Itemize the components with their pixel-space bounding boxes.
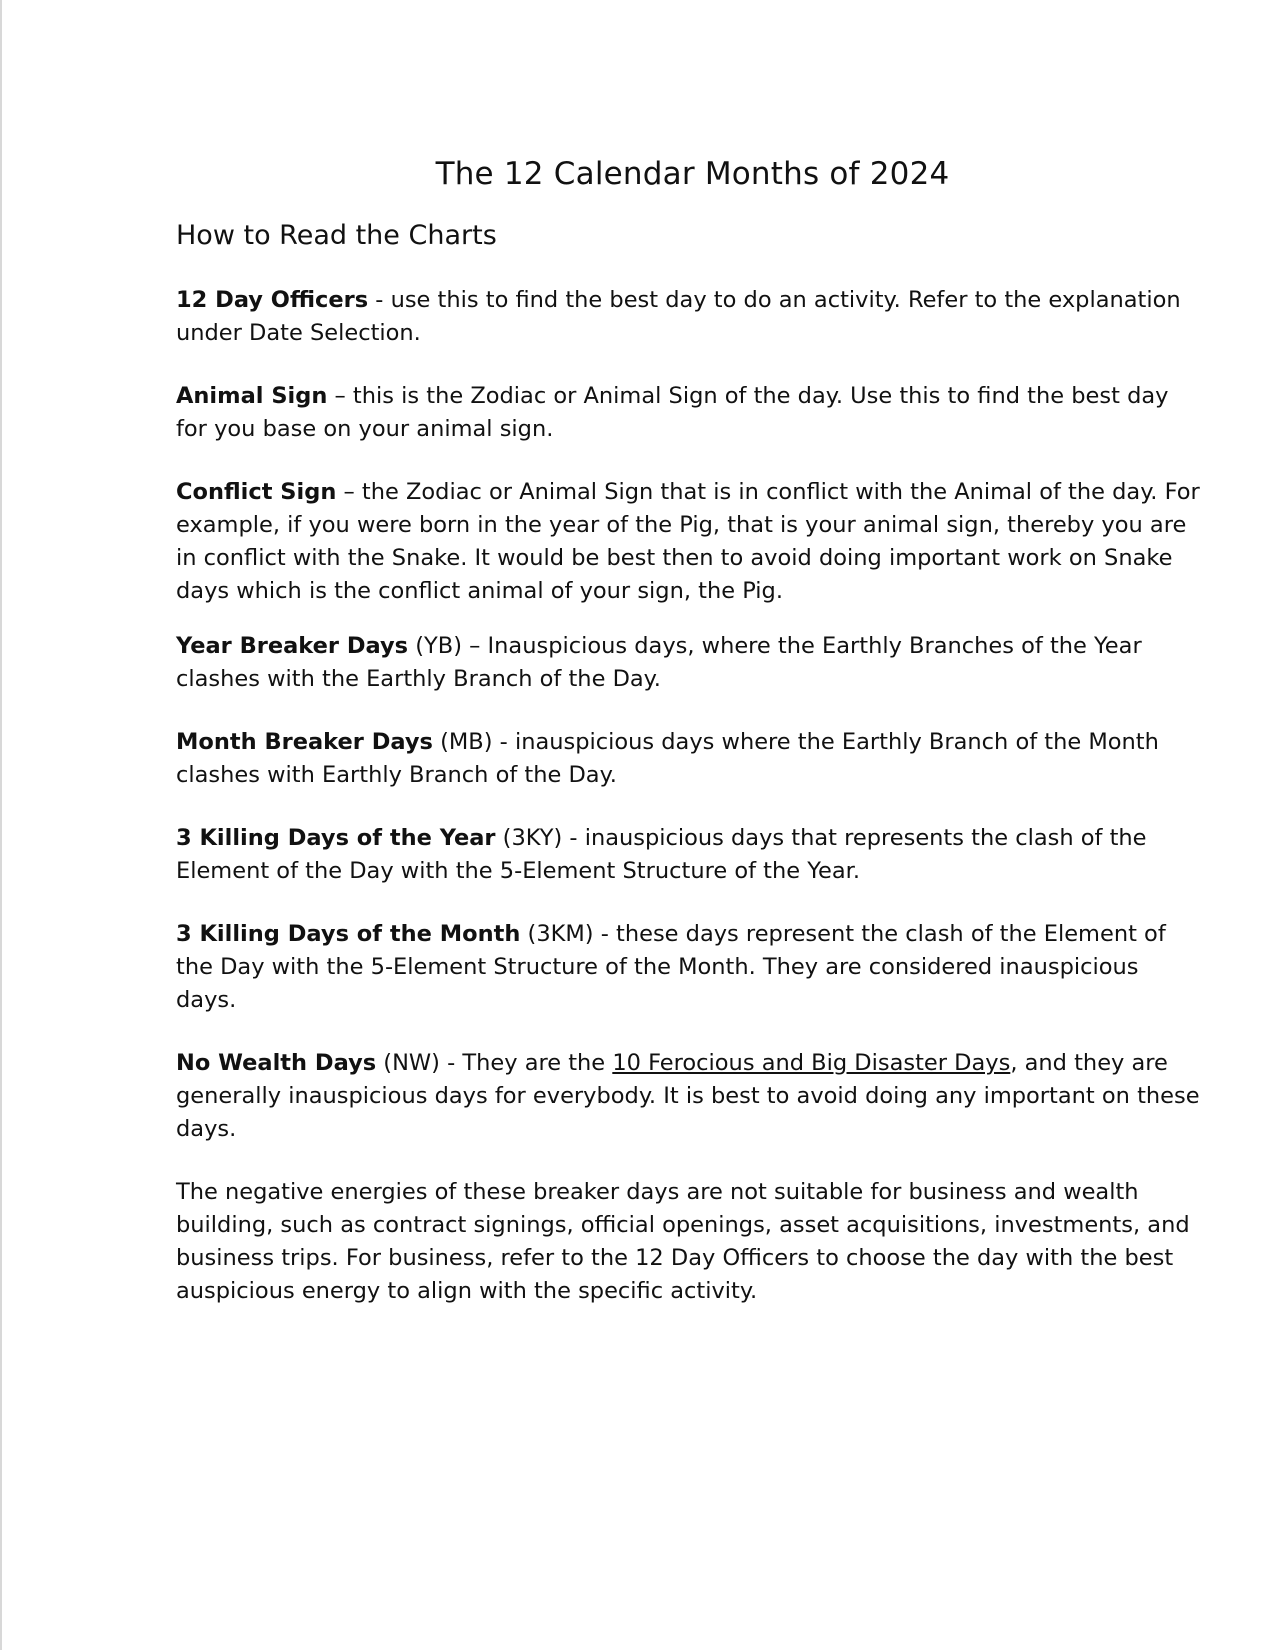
definition-text: this is the Zodiac or Animal Sign of the day. Use this to find the best day for you base on your animal sign. bbox=[176, 383, 1169, 442]
definition-text: inauspicious days that represents the clash of the Element of the Day with the 5-Element Structure of the Year. bbox=[176, 825, 1147, 884]
definition-abbreviation: (3KY) bbox=[495, 825, 563, 851]
definition-animal-sign bbox=[176, 380, 1201, 446]
definition-abbreviation: (NW) bbox=[376, 1050, 440, 1076]
definition-conflict-sign bbox=[176, 476, 1201, 608]
page-title: The 12 Calendar Months of 2024 bbox=[435, 156, 950, 192]
definition-year-breaker bbox=[176, 630, 1201, 696]
definition-no-wealth bbox=[176, 1047, 1201, 1146]
definition-term: Animal Sign bbox=[176, 383, 328, 409]
document-page bbox=[176, 156, 1201, 1338]
definition-text: Inauspicious days, where the Earthly Branches of the Year clashes with the Earthly Branch of the Day. bbox=[176, 633, 1142, 692]
definition-abbreviation: (3KM) bbox=[520, 921, 594, 947]
definition-separator: – bbox=[336, 479, 362, 505]
definition-text: use this to find the best day to do an activity. Refer to the explanation under Date Selection. bbox=[176, 287, 1181, 346]
definition-term: Year Breaker Days bbox=[176, 633, 409, 659]
definition-text: the Zodiac or Animal Sign that is in conflict with the Animal of the day. For example, if you were born in the year of the Pig, that is your animal sign, thereby you are in conflict with the Snake. It would be best then to avoid doing important work on Snake days which is the conflict animal of your sign, the Pig. bbox=[176, 479, 1200, 604]
definition-text-before: They are the bbox=[462, 1050, 613, 1076]
definition-text: these days represent the clash of the Element of the Day with the 5-Element Structure of the Month. They are considered inauspicious days. bbox=[176, 921, 1166, 1013]
definition-separator: - bbox=[562, 825, 585, 851]
definition-separator: - bbox=[492, 729, 515, 755]
definition-separator: - bbox=[593, 921, 617, 947]
definition-term: 12 Day Officers bbox=[176, 287, 369, 313]
definition-separator: – bbox=[461, 633, 488, 659]
definition-separator: - bbox=[368, 287, 391, 313]
definition-separator: – bbox=[327, 383, 353, 409]
definition-term: Month Breaker Days bbox=[176, 729, 433, 755]
closing-paragraph: The negative energies of these breaker days are not suitable for business and wealth building, such as contract signings, official openings, asset acquisitions, investments, and business trips. For business, refer to the 12 Day Officers to choose the day with the best auspicious energy to align with the specific activity. bbox=[176, 1179, 1190, 1304]
page-left-edge bbox=[0, 0, 2, 1650]
disaster-days-link[interactable]: 10 Ferocious and Big Disaster Days bbox=[612, 1050, 1011, 1076]
definition-text: inauspicious days where the Earthly Branch of the Month clashes with Earthly Branch of the Day. bbox=[176, 729, 1159, 788]
definition-term: Conflict Sign bbox=[176, 479, 337, 505]
definition-term: 3 Killing Days of the Year bbox=[176, 825, 496, 851]
definition-abbreviation: (MB) bbox=[432, 729, 493, 755]
definition-term: 3 Killing Days of the Month bbox=[176, 921, 521, 947]
definition-killing-month bbox=[176, 918, 1201, 1017]
definition-text-after: , and they are generally inauspicious days for everybody. It is best to avoid doing any important on these days. bbox=[176, 1050, 1200, 1142]
definition-killing-year bbox=[176, 822, 1201, 888]
definition-term: No Wealth Days bbox=[176, 1050, 377, 1076]
section-heading: How to Read the Charts bbox=[176, 220, 497, 251]
definition-separator: - bbox=[439, 1050, 463, 1076]
definition-month-breaker bbox=[176, 726, 1201, 792]
definition-day-officers bbox=[176, 284, 1201, 350]
definition-abbreviation: (YB) bbox=[408, 633, 462, 659]
